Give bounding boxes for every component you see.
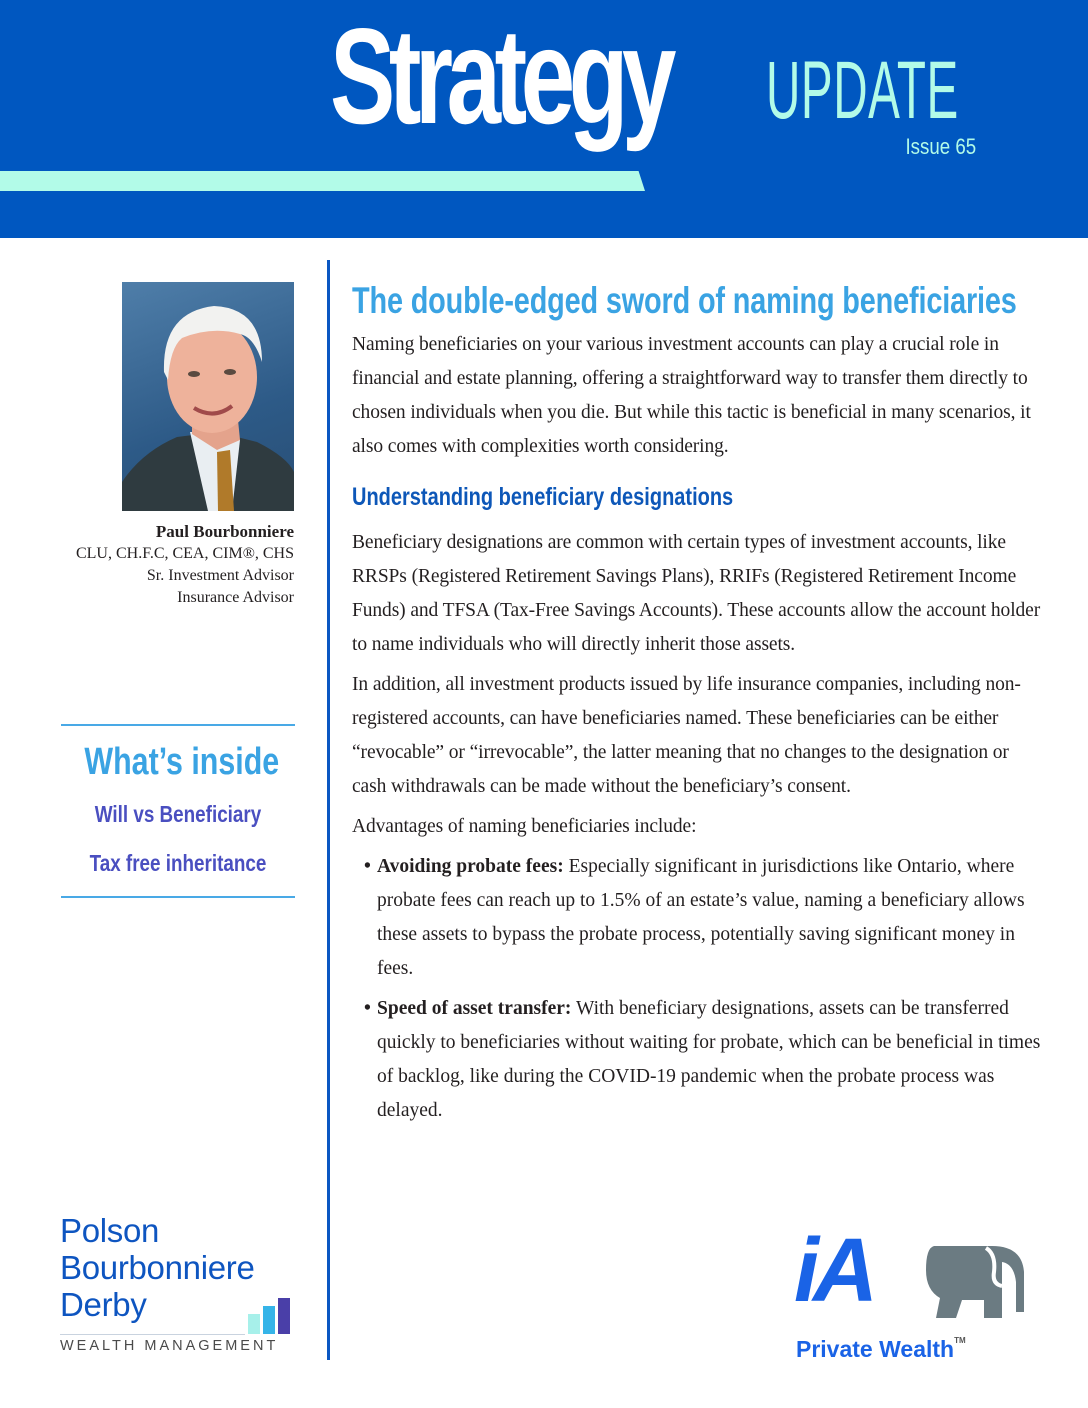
trademark-symbol: TM [954, 1336, 966, 1345]
advisor-portrait-icon [122, 282, 294, 511]
partner-logo [794, 1221, 1034, 1370]
partner-logo-name [796, 1336, 966, 1363]
advisor-designations: CLU, CH.F.C, CEA, CIM®, CHS [75, 545, 294, 562]
logo-bar [278, 1298, 290, 1334]
advisor-info [76, 521, 294, 609]
article-paragraph: In addition, all investment products issued by life insurance companies, including non-registered accounts, can have beneficiaries named. These beneficiaries can be either “revocable” or “irrevocable”, the latter meaning that no changes to the designation or cash withdrawals can be made without the beneficiary’s consent. [352, 674, 1021, 797]
bar-chart-icon [248, 1298, 294, 1334]
partner-name-text: Private Wealth [796, 1336, 955, 1362]
firm-tagline: WEALTH MANAGEMENT [60, 1338, 279, 1354]
logo-rule [60, 1334, 245, 1335]
advisor-photo [122, 282, 294, 511]
column-divider [327, 260, 330, 1360]
brand-title: Strategy [330, 0, 670, 152]
logo-bar [248, 1314, 260, 1334]
list-item-label: Speed of asset transfer: [377, 998, 572, 1019]
toc-heading: What’s inside [84, 741, 280, 783]
firm-logo [60, 1212, 296, 1362]
partner-logo-mark: iA [794, 1221, 872, 1321]
advisor-role: Sr. Investment Advisor [146, 567, 294, 584]
elephant-icon [922, 1242, 1026, 1324]
article-intro: Naming beneficiaries on your various investment accounts can play a crucial role in financial and estate planning, offering a straightforward way to transfer them directly to chosen individuals when you die. But while this tactic is beneficial in many scenarios, it also comes with complexities worth considering. [352, 334, 1031, 457]
article [352, 278, 1042, 1128]
toc-item-tax-free-inheritance[interactable]: Tax free inheritance [89, 850, 267, 876]
issue-number: Issue 65 [905, 134, 976, 159]
advisor-name: Paul Bourbonniere [155, 522, 294, 541]
list-item-text: Especially significant in jurisdictions like Ontario, where probate fees can reach up to 1.5% of an estate’s value, naming a beneficiary allows these assets to bypass the probate process, potentially saving significant money in fees. [377, 856, 1025, 979]
toc-top-rule [61, 724, 295, 726]
toc-item-will-vs-beneficiary[interactable]: Will vs Beneficiary [94, 801, 262, 827]
firm-name-line: Polson [60, 1212, 160, 1249]
list-item-text: With beneficiary designations, assets can be transferred quickly to beneficiaries without waiting for probate, which can be beneficial in times of backlog, like during the COVID-19 pandemic when the probate process was delayed. [377, 998, 1041, 1121]
firm-name-line: Derby [60, 1286, 147, 1323]
list-item [352, 850, 1042, 986]
logo-bar [263, 1306, 275, 1334]
toc-bottom-rule [61, 896, 295, 898]
section-heading: Understanding beneficiary designations [352, 483, 734, 511]
accent-stripe [0, 171, 645, 191]
list-item-label: Avoiding probate fees: [377, 856, 564, 877]
article-title: The double-edged sword of naming beneficiaries [352, 280, 1017, 321]
list-item [352, 992, 1042, 1128]
advisor-role: Insurance Advisor [177, 589, 294, 606]
article-paragraph: Beneficiary designations are common with certain types of investment accounts, like RRSPs (Registered Retirement Savings Plans), RRIFs (Registered Retirement Income Funds) and TFSA (Tax-Free Savings Accounts). These accounts allow the account holder to name individuals who will directly inherit those assets. [352, 532, 1041, 655]
brand-subtitle: UPDATE [766, 45, 959, 136]
bullet-icon: • [364, 998, 371, 1019]
masthead [0, 0, 1088, 238]
bullet-icon: • [364, 856, 371, 877]
article-paragraph: Advantages of naming beneficiaries include: [352, 816, 697, 837]
firm-name-line: Bourbonniere [60, 1249, 255, 1286]
